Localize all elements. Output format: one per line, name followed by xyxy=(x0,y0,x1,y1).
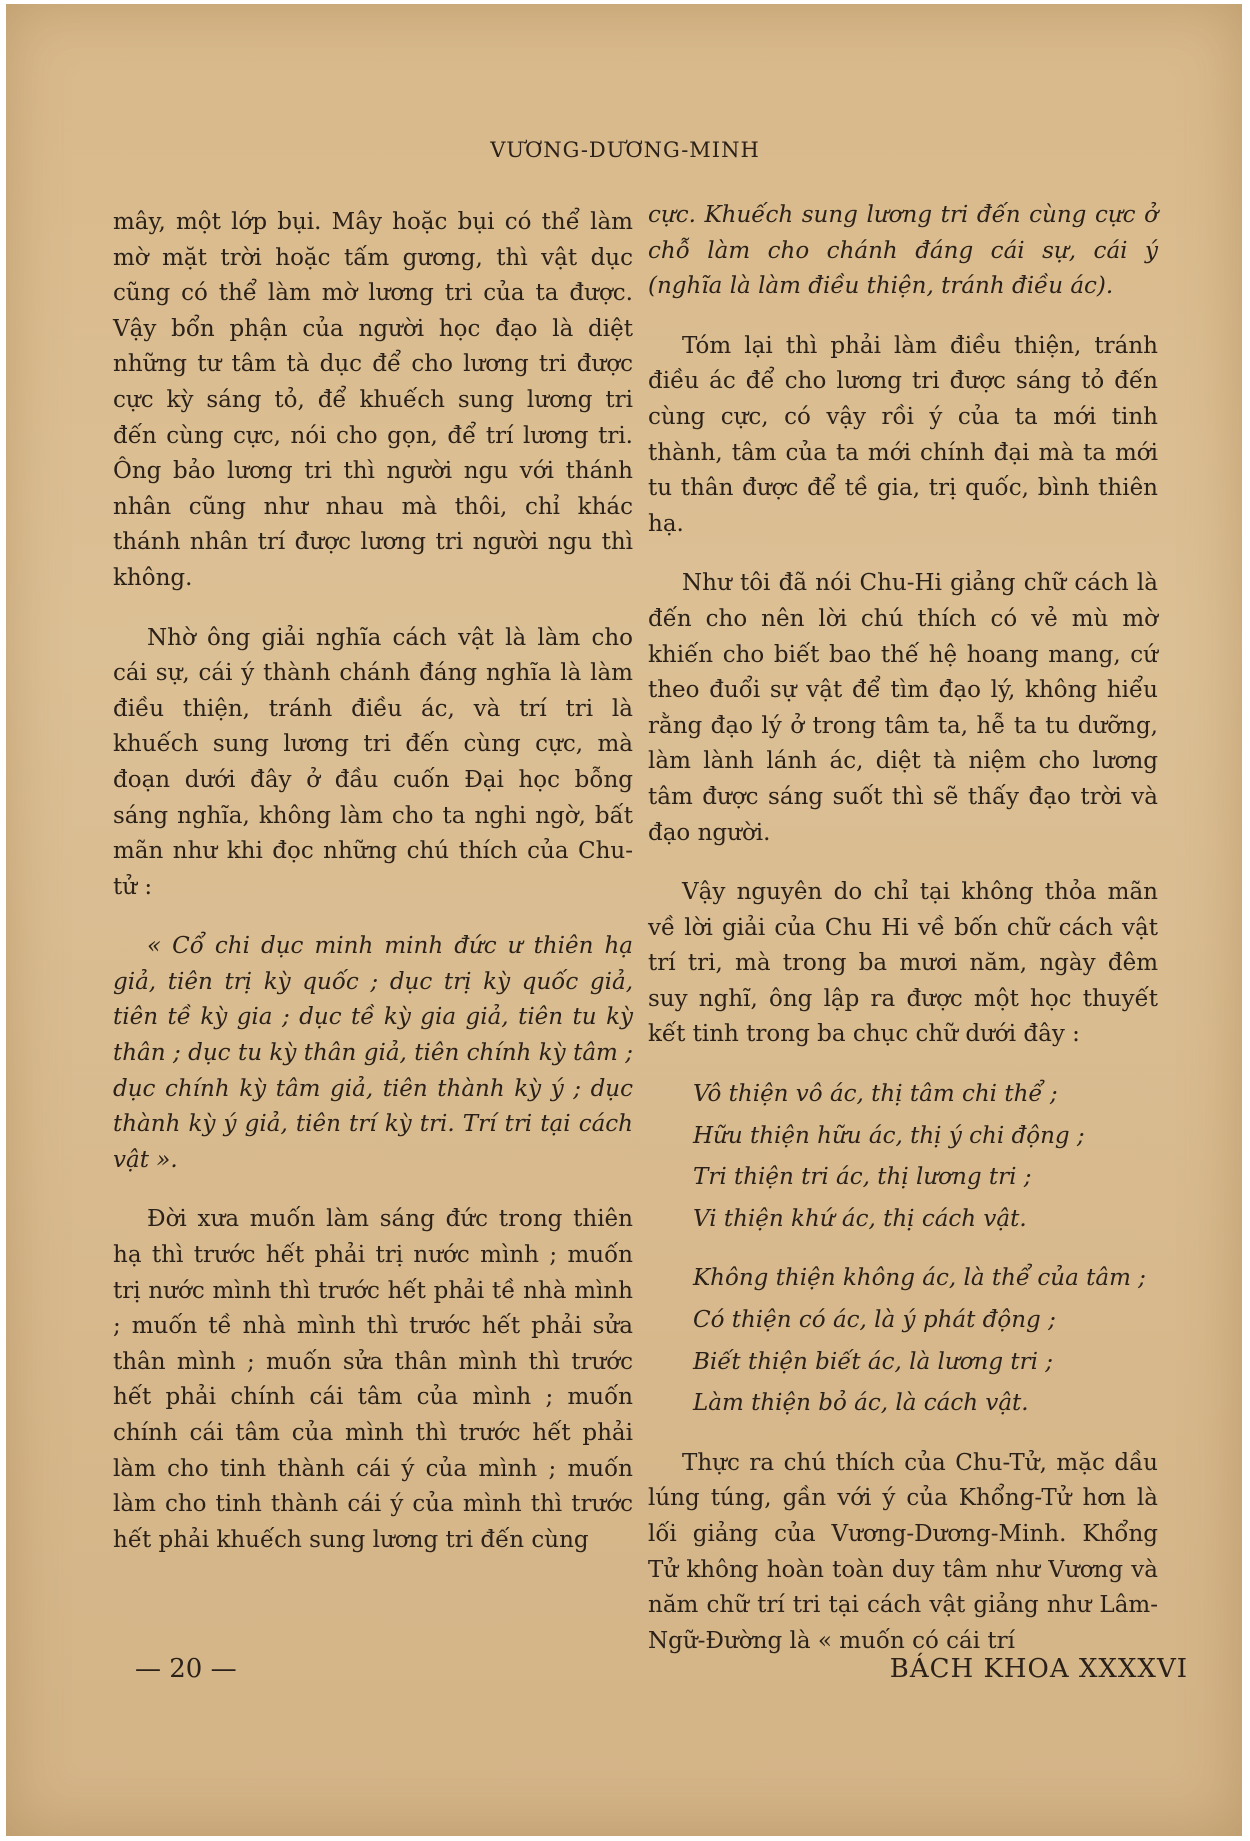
paragraph: Thực ra chú thích của Chu-Tử, mặc dầu lúng túng, gần với ý của Khổng-Tử hơn là lối giảng của Vương-Dương-Minh. Khổng Tử không hoàn toàn duy tâm như Vương và năm chữ trí tri tại cách vật giảng như Lâm-Ngữ-Đường là « muốn có cái trí xyxy=(648,1449,1158,1654)
quotation: « Cổ chi dục minh minh đức ư thiên hạ giả, tiên trị kỳ quốc ; dục trị kỳ quốc giả, tiên tề kỳ gia ; dục tề kỳ gia giả, tiên tu kỳ thân ; dục tu kỳ thân giả, tiên chính kỳ tâm ; dục chính kỳ tâm giả, tiên thành kỳ ý ; dục thành kỳ ý giả, tiên trí kỳ tri. Trí tri tại cách vật ». xyxy=(113,933,633,1173)
verse-line: Biết thiện biết ác, là lương tri ; xyxy=(693,1348,1054,1375)
verse-line: Vi thiện khứ ác, thị cách vật. xyxy=(693,1205,1027,1232)
verse-line: Làm thiện bỏ ác, là cách vật. xyxy=(693,1390,1029,1417)
verse-line: Không thiện không ác, là thể của tâm ; xyxy=(693,1265,1146,1292)
verse-line: Có thiện có ác, là ý phát động ; xyxy=(693,1307,1056,1334)
verse-viet xyxy=(648,1261,1158,1421)
right-column xyxy=(648,198,1158,1683)
verse-line: Tri thiện tri ác, thị lương tri ; xyxy=(693,1164,1032,1191)
verse-line: Vô thiện vô ác, thị tâm chi thể ; xyxy=(693,1081,1058,1108)
verse-line: Hữu thiện hữu ác, thị ý chi động ; xyxy=(693,1122,1085,1149)
paragraph: cực. Khuếch sung lương tri đến cùng cực ở chỗ làm cho chánh đáng cái sự, cái ý (nghĩa là làm điều thiện, tránh điều ác). xyxy=(648,202,1158,300)
publication-footer: BÁCH KHOA XXXXVI xyxy=(889,1654,1188,1684)
paragraph: Vậy nguyên do chỉ tại không thỏa mãn về lời giải của Chu Hi về bốn chữ cách vật trí tri, mà trong ba mươi năm, ngày đêm suy nghĩ, ông lập ra được một học thuyết kết tinh trong ba chục chữ dưới đây : xyxy=(648,879,1158,1048)
paragraph: Nhờ ông giải nghĩa cách vật là làm cho cái sự, cái ý thành chánh đáng nghĩa là làm điều thiện, tránh điều ác, và trí tri là khuếch sung lương tri đến cùng cực, mà đoạn dưới đây ở đầu cuốn Đại học bỗng sáng nghĩa, không làm cho ta nghi ngờ, bất mãn như khi đọc những chú thích của Chu-tử : xyxy=(113,624,633,900)
paragraph: mây, một lớp bụi. Mây hoặc bụi có thể làm mờ mặt trời hoặc tấm gương, thì vật dục cũng có thể làm mờ lương tri của ta được. Vậy bổn phận của người học đạo là diệt những tư tâm tà dục để cho lương tri được cực kỳ sáng tỏ, để khuếch sung lương tri đến cùng cực, nói cho gọn, để trí lương tri. Ông bảo lương tri thì người ngu với thánh nhân cũng như nhau mà thôi, chỉ khác thánh nhân trí được lương tri người ngu thì không. xyxy=(113,209,633,591)
paragraph: Như tôi đã nói Chu-Hi giảng chữ cách là đến cho nên lời chú thích có vẻ mù mờ khiến cho biết bao thế hệ hoang mang, cứ theo đuổi sự vật để tìm đạo lý, không hiểu rằng đạo lý ở trong tâm ta, hễ ta tu dưỡng, làm lành lánh ác, diệt tà niệm cho lương tâm được sáng suốt thì sẽ thấy đạo trời và đạo người. xyxy=(648,570,1158,846)
paragraph: Tóm lại thì phải làm điều thiện, tránh điều ác để cho lương tri được sáng tỏ đến cùng cực, có vậy rồi ý của ta mới tinh thành, tâm của ta mới chính đại mà ta mới tu thân được để tề gia, trị quốc, bình thiên hạ. xyxy=(648,332,1158,537)
page-number: — 20 — xyxy=(135,1654,237,1684)
left-column xyxy=(113,205,633,1582)
running-head: VƯƠNG-DƯƠNG-MINH xyxy=(490,138,760,162)
paragraph: Đời xưa muốn làm sáng đức trong thiên hạ thì trước hết phải trị nước mình ; muốn trị nước mình thì trước hết phải tề nhà mình ; muốn tề nhà mình thì trước hết phải sửa thân mình ; muốn sửa thân mình thì trước hết phải chính cái tâm của mình ; muốn chính cái tâm của mình thì trước hết phải làm cho tinh thành cái ý của mình ; muốn làm cho tinh thành cái ý của mình thì trước hết phải khuếch sung lương tri đến cùng xyxy=(113,1206,633,1553)
verse-han xyxy=(648,1077,1158,1237)
